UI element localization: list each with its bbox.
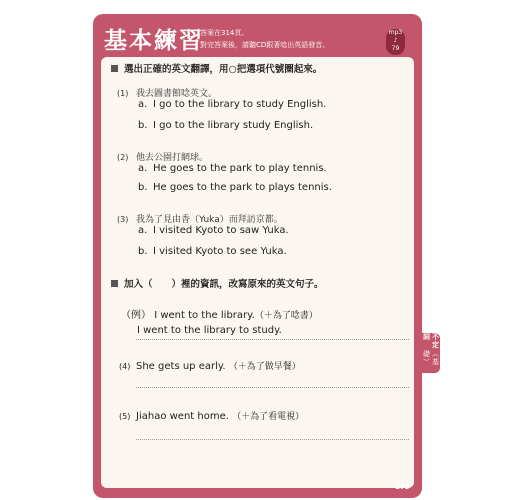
question-prompt: (2) 他去公園打網球。 — [117, 153, 209, 163]
option-1a[interactable]: a. I go to the library to study English. — [138, 99, 327, 110]
track-number: 79 — [391, 45, 400, 52]
option-2a[interactable]: a. He goes to the park to play tennis. — [138, 163, 327, 174]
question-prompt: (1) 我去圖書館唸英文。 — [117, 89, 218, 99]
side-tab-title: 不定詞 — [422, 333, 440, 349]
square-bullet-icon — [111, 65, 118, 72]
question-prompt: (3) 我為了見由香（Yuka）而拜訪京都。 — [117, 215, 283, 225]
rewrite-item-4: (4) She gets up early. （＋為了做早餐） — [119, 361, 301, 372]
example-sentence: （例） I went to the library.（＋為了唸書） — [121, 310, 318, 321]
example-answer: I went to the library to study. — [137, 325, 282, 336]
chapter-side-tab[interactable] — [421, 333, 440, 373]
section2-heading: 加入（ ）裡的資訊，改寫原來的英文句子。 — [111, 276, 324, 290]
option-1b[interactable]: b. I go to the library study English. — [138, 120, 314, 131]
audio-track-badge[interactable] — [386, 29, 405, 55]
option-2b[interactable]: b. He goes to the park to plays tennis. — [138, 182, 332, 193]
answer-note: 答案在314頁。 — [200, 29, 249, 37]
answer-line-5[interactable] — [136, 439, 409, 440]
square-bullet-icon — [111, 280, 118, 287]
answer-line-4[interactable] — [136, 387, 409, 388]
option-3a[interactable]: a. I visited Kyoto to saw Yuka. — [138, 225, 289, 236]
section1-heading: 選出正確的英文翻譯，用○把選項代號圈起來。 — [111, 61, 322, 75]
page-title: 基本練習 — [104, 28, 204, 54]
side-tab-subtitle: （基礎） — [422, 350, 440, 367]
rewrite-item-5: (5) Jiahao went home. （＋為了看電視） — [119, 411, 305, 422]
page-number: 173 — [395, 483, 410, 491]
example-answer-line — [136, 339, 409, 340]
option-3b[interactable]: b. I visited Kyoto to see Yuka. — [138, 246, 287, 257]
music-note-icon: ♪ — [393, 37, 398, 44]
audio-note: 對完答案後，請聽CD跟著唸出英語發音。 — [200, 41, 330, 49]
mp3-label: mp3 — [388, 29, 403, 36]
